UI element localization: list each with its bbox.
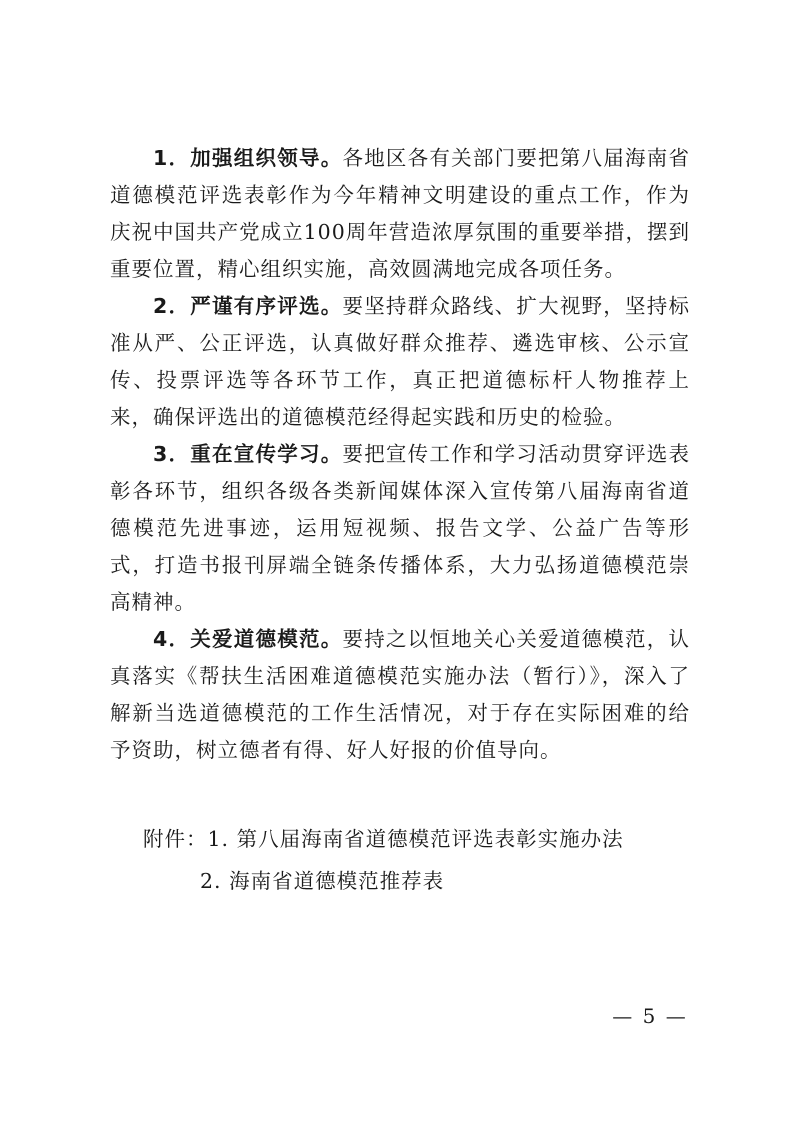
paragraph-rigorous-selection [110,288,690,436]
paragraph-care-for-models [110,621,690,769]
attachments-label: 附件： [143,827,208,851]
attachment-title: 2. 海南省道德模范推荐表 [200,869,445,893]
paragraph-text: 要坚持群众路线、扩大视野，坚持标准从严、公正评选，认真做好群众推荐、遴选审核、公示宣传、投票评选等各环节工作，真正把道德标杆人物推荐上来，确保评选出的道德模范经得起实践和历史的检验。 [110,294,691,429]
paragraph-title: 2．严谨有序评选。 [153,294,343,318]
paragraph-title: 3．重在宣传学习。 [153,442,343,466]
paragraph-publicity-learning [110,436,690,621]
paragraph-organization-leadership [110,140,690,288]
attachment-item [143,860,624,902]
attachment-title: 1. 第八届海南省道德模范评选表彰实施办法 [207,827,624,851]
paragraph-text: 要把宣传工作和学习活动贯穿评选表彰各环节，组织各级各类新闻媒体深入宣传第八届海南省道德模范先进事迹，运用短视频、报告文学、公益广告等形式，打造书报刊屏端全链条传播体系，大力弘扬道德模范崇高精神。 [110,442,691,614]
body-text [110,140,690,769]
paragraph-text: 各地区各有关部门要把第八届海南省道德模范评选表彰作为今年精神文明建设的重点工作，作为庆祝中国共产党成立100周年营造浓厚氛围的重要举措，摆到重要位置，精心组织实施，高效圆满地完成各项任务。 [110,146,691,281]
paragraph-text: 要持之以恒地关心关爱道德模范，认真落实《帮扶生活困难道德模范实施办法（暂行）》，深入了解新当选道德模范的工作生活情况，对于存在实际困难的给予资助，树立德者有得、好人好报的价值导向。 [110,627,691,762]
paragraph-title: 1．加强组织领导。 [153,146,343,170]
paragraph-title: 4．关爱道德模范。 [153,627,343,651]
attachments-list [143,818,624,902]
page-number: — 5 — [612,1004,688,1028]
attachment-item [143,818,624,860]
